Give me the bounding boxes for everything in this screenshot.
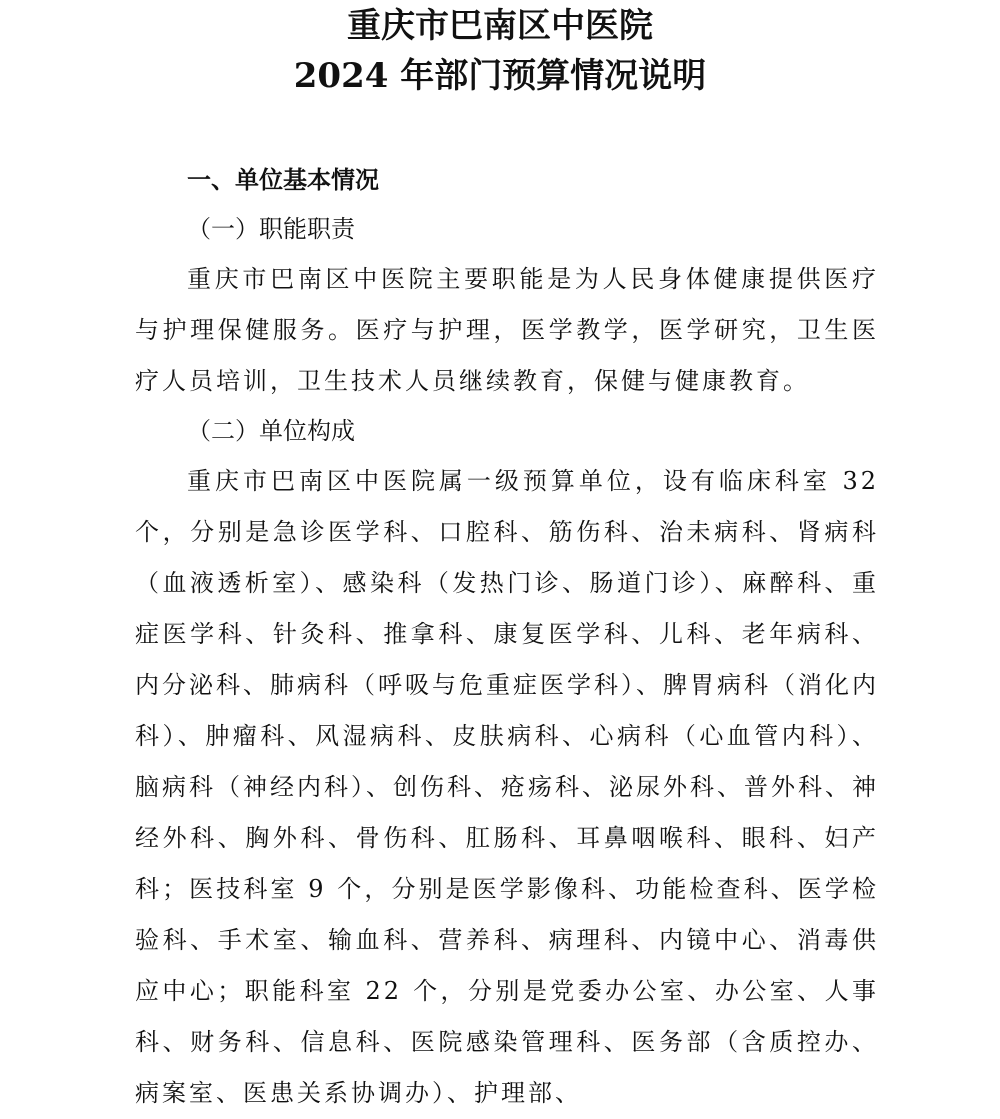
subsection-heading-composition: （二）单位构成 bbox=[187, 417, 355, 445]
document-title-line2: 2024 年部门预算情况说明 bbox=[293, 56, 707, 96]
subsection-heading-functions: （一）职能职责 bbox=[187, 215, 355, 243]
paragraph-functions: 重庆市巴南区中医院主要职能是为人民身体健康提供医疗与护理保健服务。医疗与护理，医学教学，医学研究，卫生医疗人员培训，卫生技术人员继续教育，保健与健康教育。 bbox=[135, 265, 879, 395]
document-title-line1: 重庆市巴南区中医院 bbox=[347, 6, 653, 46]
section-heading-basic-info: 一、单位基本情况 bbox=[187, 165, 379, 194]
paragraph-composition: 重庆市巴南区中医院属一级预算单位，设有临床科室 32 个，分别是急诊医学科、口腔科、筋伤科、治未病科、肾病科（血液透析室）、感染科（发热门诊、肠道门诊）、麻醉科、重症医学科、针灸科、推拿科、康复医学科、儿科、老年病科、内分泌科、肺病科（呼吸与危重症医学科）、脾胃病科（消化内科）、肿瘤科、风湿病科、皮肤病科、心病科（心血管内科）、脑病科（神经内科）、创伤科、疮疡科、泌尿外科、普外科、神经外科、胸外科、骨伤科、肛肠科、耳鼻咽喉科、眼科、妇产科；医技科室 9 个，分别是医学影像科、功能检查科、医学检验科、手术室、输血科、营养科、病理科、内镜中心、消毒供应中心；职能科室 22 个，分别是党委办公室、办公室、人事科、财务科、信息科、医院感染管理科、医务部（含质控办、病案室、医患关系协调办）、护理部、 bbox=[135, 467, 879, 1107]
